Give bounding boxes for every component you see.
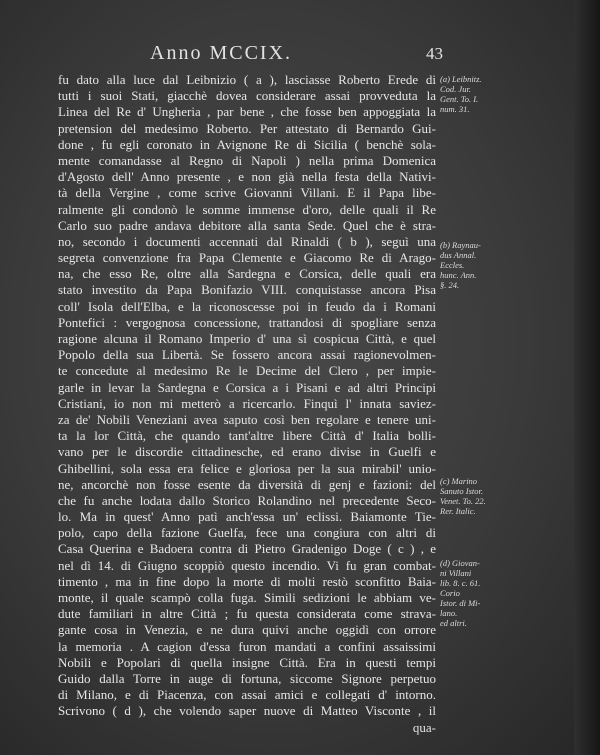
catchword: qua- [412,719,436,735]
text-line: fu dato alla luce dal Leibnizio ( a ), lasciasse Roberto Erede di [58,72,436,87]
text-line: ta la lor Città, che quando tant'altre libere Città d' Italia bolli- [58,428,436,444]
text-line: mente comandasse al Regno di Napoli ) nella prima Domenica [58,152,436,168]
text-line: te concedute al medesimo Re le Decime del Clero , per impie- [58,363,436,379]
margin-note-line: ni Villani [440,568,472,578]
text-line: di Milano, e di Piacenza, con assai amici e collegati d' intorno. [58,687,436,703]
text-line: vano per le discordie cittadinesche, ed erano divise in Guelfi e [58,444,436,460]
text-line: coll' Isola dell'Elba, e la riconoscesse poi in feudo da i Romani [58,298,436,314]
text-line: monte, il quale scampò colla fuga. Simili sedizioni le abbiam ve- [58,590,436,605]
running-head [0,40,600,68]
text-line: na, che esso Re, oltre alla Sardegna e Corsica, delle quali era [58,266,436,282]
text-line: Guido dalla Torre in auge di fortuna, siccome Signore perpetuo [58,670,436,686]
page-number: 43 [426,44,443,63]
page-title: Anno MCCIX. [150,42,293,64]
margin-note-line: hunc. Ann. [440,270,477,280]
margin-note-line: Sanuto Istor. [440,486,483,496]
margin-note-line: num. 31. [440,104,470,114]
text-line: la memoria . A cagion d'essa furon mandati a confini assaissimi [58,638,436,654]
text-line: Scrivono ( d ), che volendo saper nuove di Matteo Visconte , il [58,703,436,719]
margin-note-d [440,558,498,628]
margin-note-line: Cod. Jur. [440,84,471,94]
margin-note-line: (b) Raynau- [440,240,481,250]
margin-note-line: lano. [440,608,458,618]
margin-note-a [440,74,498,114]
text-line: ralmente gli condonò le somme immense d'oro, delle quali il Re [58,201,436,217]
text-line: Popolo della sua Libertà. Se fossero ancora assai ragionevolmen- [58,347,436,363]
margin-note-line: Gent. To. I. [440,94,479,104]
text-line: Nobili e Popolari di quella insigne Città. Era in questi tempi [58,654,436,670]
text-line: garle in levar la Sardegna e Corsica a i Pisani e ad altri Principi [58,379,436,395]
margin-note-line: lib. 8. c. 61. [440,578,481,588]
margin-note-line: (d) Giovan- [440,558,480,568]
margin-note-line: Rer. Italic. [440,506,476,516]
text-line: tà della Vergine , come scrive Giovanni Villani. E il Papa libe- [58,185,436,201]
margin-note-line: (a) Leibnitz. [440,74,482,84]
text-line: ragione alcuna il Romano Imperio d' una sì cospicua Città, e quel [58,331,436,346]
text-line: segreta convenzione fra Papa Clemente e Giacomo Re di Arago- [58,250,436,266]
text-line: lo. Ma in quest' Anno patì anch'essa un' eclissi. Baiamonte Tie- [58,509,436,525]
margin-note-line: Istor. di Mi- [440,598,481,608]
text-line: ne, ancorchè non fosse esente da diversità di genj e fazioni: del [58,476,436,492]
margin-note-line: (c) Marino [440,476,478,486]
text-line: Pontefici : vergognosa concessione, trattandosi di spogliare senza [58,314,436,330]
margin-note-b [440,240,498,290]
margin-note-line: Venet. To. 22. [440,496,486,506]
text-line: Casa Querina e Badoera contra di Pietro Gradenigo Doge ( c ) , e [58,541,436,557]
text-line: che fu anche lodata dallo Storico Rolandino nel precedente Seco- [58,492,436,508]
text-line: timento , ma in fine dopo la morte di molti restò sconfitto Baia- [58,573,436,589]
text-line: dute familiari in altre Città ; fu questa considerata come strava- [58,606,436,622]
margin-note-line: dus Annal. [440,250,477,260]
text-line: no, secondo i documenti accennati dal Rinaldi ( b ), seguì una [58,233,436,249]
text-line: done , fu egli coronato in Avignone Re di Sicilia ( benchè sola- [58,136,436,152]
page-edge-shadow [574,0,600,755]
text-line: nel dì 14. di Giugno scoppiò questo incendio. Vi fu gran combat- [58,557,436,573]
margin-note-line: ed altri. [440,618,467,628]
margin-note-line: Eccles. [440,260,465,270]
text-line: za de' Nobili Veneziani avea saputo così ben regolare e tenere uni- [58,411,436,427]
text-line: tutti i suoi Stati, giacchè dovea considerare assai provveduta la [58,88,436,104]
text-line: d'Agosto dell' Anno presente , e non già nella festa della Nativi- [58,169,436,185]
text-line: gante cosa in Venezia, e ne dura quivi anche oggidì con orrore [58,622,436,638]
text-line: pretension del medesimo Roberto. Per attestato di Bernardo Gui- [58,120,436,136]
text-line: Ghibellini, sola essa era felice e gloriosa per la sua mirabil' unio- [58,460,436,476]
text-line: Cristiani, io non mi metterò a ricercarlo. Finquì l' innata saviez- [58,395,436,411]
margin-note-line: Corio [440,588,460,598]
margin-note-line: §. 24. [440,280,460,290]
text-line: Linea del Re d' Ungheria , par bene , che fosse ben appoggiata la [58,104,436,120]
margin-note-c [440,476,498,516]
text-line: Carlo suo padre andava debitore alla santa Sede. Quel che è stra- [58,217,436,233]
body-text [58,72,436,736]
text-line: stato investito da Papa Bonifazio VIII. conquistasse ancora Pisa [58,282,436,298]
text-line: polo, capo della fazione Guelfa, fece una congiura con altri di [58,525,436,541]
